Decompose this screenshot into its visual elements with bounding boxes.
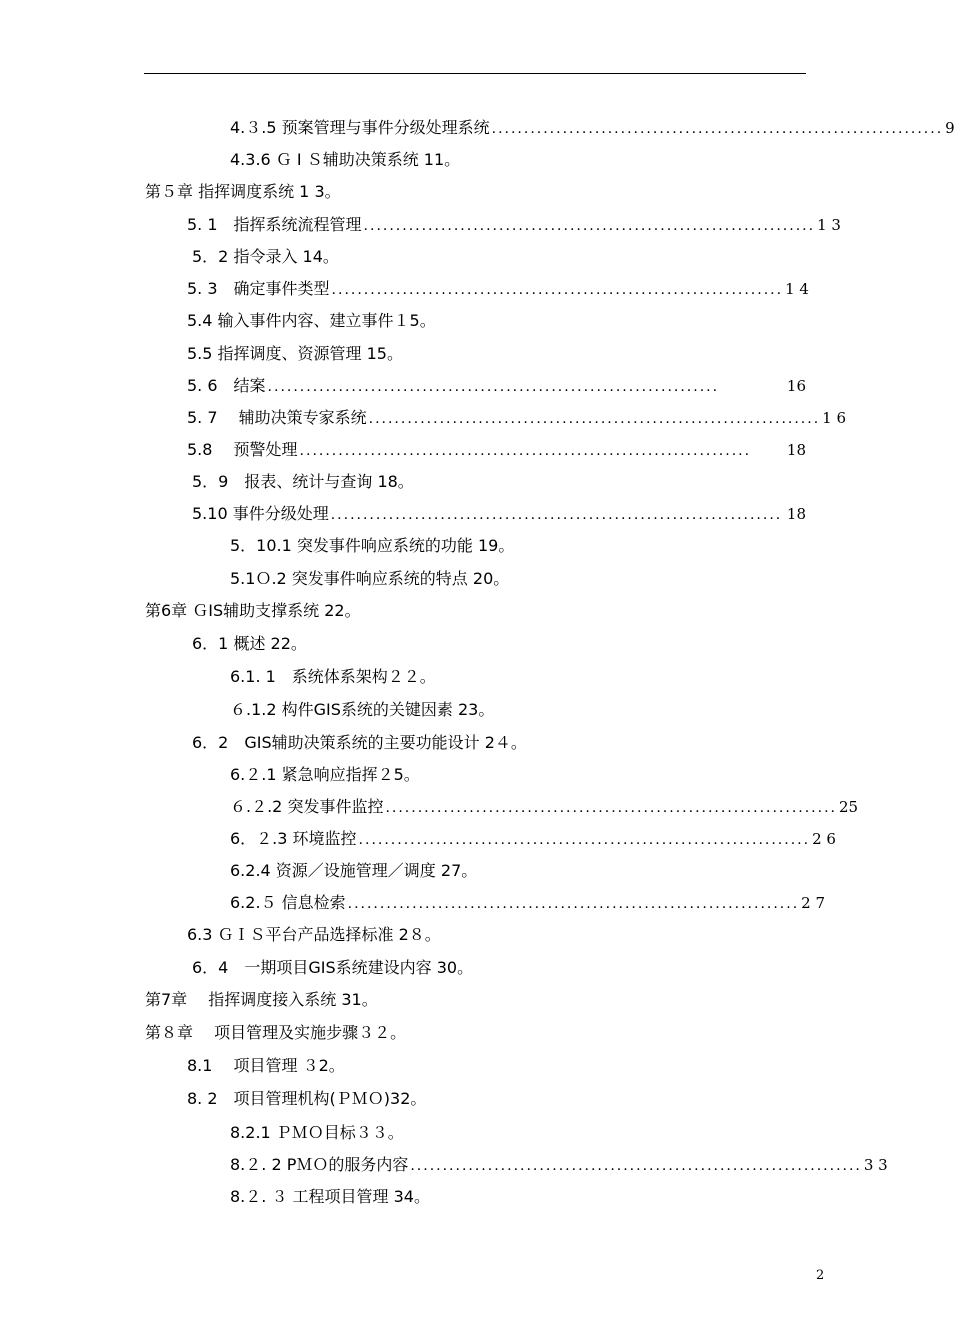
toc-entry-label: 8. 2 项目管理机构(ＰＭＯ)32。 xyxy=(187,1089,427,1108)
toc-entry[interactable] xyxy=(187,308,436,334)
toc-entry[interactable] xyxy=(230,1120,404,1146)
toc-chapter[interactable] xyxy=(145,179,341,205)
toc-page-number: 3 3 xyxy=(863,1156,888,1174)
toc-entry-label: 5.8 预警处理 xyxy=(187,440,298,459)
toc-leader-dots: ...................................................................... xyxy=(410,1158,862,1174)
toc-entry-label: 6．２.3 环境监控 xyxy=(230,829,357,848)
toc-entry-label: 8.２. 2 PＭＯ的服务内容 xyxy=(230,1155,409,1174)
toc-entry[interactable] xyxy=(192,244,339,270)
toc-entry-label: 6.2.4 资源／设施管理／调度 27。 xyxy=(230,861,478,880)
toc-entry-label: 6.3 ＧＩＳ平台产品选择标准 2８。 xyxy=(187,925,441,944)
toc-entry-label: 5.1Ｏ.2 突发事件响应系统的特点 20。 xyxy=(230,569,510,588)
toc-entry[interactable] xyxy=(187,1053,345,1079)
toc-chapter[interactable] xyxy=(145,598,361,624)
toc-entry[interactable] xyxy=(192,469,414,495)
toc-entry-label: 5.10 事件分级处理 xyxy=(192,504,329,523)
toc-leader-dots: ...................................................................... xyxy=(368,411,821,427)
toc-entry[interactable] xyxy=(187,922,441,948)
toc-entry-label: 5.5 指挥调度、资源管理 15。 xyxy=(187,344,403,363)
toc-entry[interactable] xyxy=(230,1184,430,1210)
toc-entry[interactable] xyxy=(192,955,473,981)
toc-entry[interactable] xyxy=(230,697,494,723)
toc-entry-label: 4.３.5 预案管理与事件分级处理系统 xyxy=(230,118,490,137)
toc-entry[interactable] xyxy=(230,533,514,559)
toc-entry-label: 8.2.1 ＰＭＯ目标３３。 xyxy=(230,1123,404,1142)
toc-leader-dots: ...................................................................... xyxy=(330,507,783,523)
toc-leader-dots: ...................................................................... xyxy=(358,832,811,848)
toc-entry[interactable] xyxy=(230,858,477,884)
toc-entry[interactable] xyxy=(230,1152,888,1178)
toc-entry[interactable] xyxy=(230,664,436,690)
toc-page-number: 9 xyxy=(945,119,955,137)
toc-page-number: 1 6 xyxy=(822,409,846,427)
toc-entry-label: 8.1 项目管理 ３2。 xyxy=(187,1056,345,1075)
toc-entry-label: 8.２. ３ 工程项目管理 34。 xyxy=(230,1187,430,1206)
toc-entry-label: ６.1.2 构件GIS系统的关键因素 23。 xyxy=(230,700,495,719)
toc-entry-label: 5．9 报表、统计与查询 18。 xyxy=(192,472,414,491)
toc-entry[interactable] xyxy=(230,794,859,820)
toc-leader-dots: ...................................................................... xyxy=(299,443,752,459)
toc-page-number: 1 4 xyxy=(785,280,809,298)
toc-leader-dots: ...................................................................... xyxy=(267,379,720,395)
toc-entry-label: 5. 7 辅助决策专家系统 xyxy=(187,408,367,427)
toc-entry[interactable] xyxy=(230,826,836,852)
toc-leader-dots: ...................................................................... xyxy=(347,896,800,912)
toc-entry-label: 6．4 一期项目GIS系统建设内容 30。 xyxy=(192,958,474,977)
toc-leader-dots: ...................................................................... xyxy=(385,800,837,816)
toc-page-number: 18 xyxy=(786,441,806,459)
toc-entry[interactable] xyxy=(192,631,307,657)
toc-entry[interactable] xyxy=(230,147,460,173)
toc-page-number: 1 3 xyxy=(817,216,841,234)
toc-entry[interactable] xyxy=(187,437,806,463)
toc-leader-dots: ...................................................................... xyxy=(331,282,784,298)
toc-entry[interactable] xyxy=(230,762,420,788)
toc-entry[interactable] xyxy=(230,566,509,592)
toc-leader-dots: ...................................................................... xyxy=(363,218,816,234)
toc-chapter[interactable] xyxy=(145,1020,406,1046)
toc-entry-label: 5. 6 结案 xyxy=(187,376,266,395)
toc-entry[interactable] xyxy=(187,373,806,399)
toc-chapter[interactable] xyxy=(145,987,378,1013)
toc-entry-label: 5．2 指令录入 14。 xyxy=(192,247,339,266)
toc-entry[interactable] xyxy=(187,405,846,431)
toc-page-number: 18 xyxy=(786,505,806,523)
toc-entry-label: 6．1 概述 22。 xyxy=(192,634,307,653)
toc-entry[interactable] xyxy=(192,501,806,527)
toc-entry-label: 第6章 ＧIS辅助支撑系统 22。 xyxy=(145,601,361,620)
toc-entry[interactable] xyxy=(230,890,825,916)
toc-entry-label: 6．2 GIS辅助决策系统的主要功能设计 2４。 xyxy=(192,733,527,752)
toc-entry[interactable] xyxy=(187,276,809,302)
toc-entry-label: ６.２.2 突发事件监控 xyxy=(230,797,384,816)
toc-entry[interactable] xyxy=(187,1086,426,1112)
toc-entry[interactable] xyxy=(192,730,527,756)
toc-entry-label: 5.4 输入事件内容、建立事件１5。 xyxy=(187,311,436,330)
toc-entry-label: 5. 1 指挥系统流程管理 xyxy=(187,215,362,234)
toc-entry-label: 第7章 指挥调度接入系统 31。 xyxy=(145,990,378,1009)
toc-leader-dots: ...................................................................... xyxy=(491,121,944,137)
toc-entry-label: 6.1. 1 系统体系架构２２。 xyxy=(230,667,436,686)
toc-entry-label: 5．10.1 突发事件响应系统的功能 19。 xyxy=(230,536,515,555)
toc-entry-label: 5. 3 确定事件类型 xyxy=(187,279,330,298)
toc-entry-label: 第８章 项目管理及实施步骤３２。 xyxy=(145,1023,407,1042)
toc-entry-label: 6.2.５ 信息检索 xyxy=(230,893,346,912)
toc-entry[interactable] xyxy=(230,115,955,141)
toc-page-number: 25 xyxy=(838,798,859,816)
toc-entry-label: 6.２.1 紧急响应指挥２5。 xyxy=(230,765,420,784)
toc-entry-label: 第５章 指挥调度系统 1 3。 xyxy=(145,182,341,201)
toc-entry[interactable] xyxy=(187,212,841,238)
footer-page-number: 2 xyxy=(816,1268,825,1283)
toc-page-number: 2 6 xyxy=(812,830,836,848)
toc-entry-label: 4.3.6 Ｇ I Ｓ辅助决策系统 11。 xyxy=(230,150,461,169)
toc-entry[interactable] xyxy=(187,341,403,367)
toc-page-number: 2 7 xyxy=(801,894,825,912)
toc-page-number: 16 xyxy=(786,377,806,395)
